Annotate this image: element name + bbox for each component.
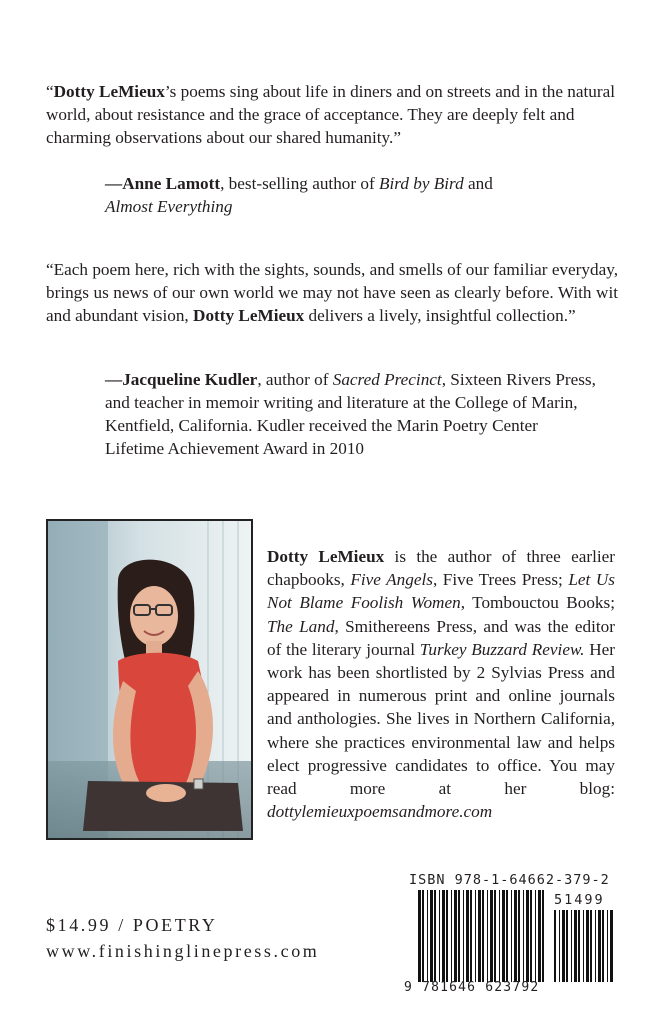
open-quote: “ [46,82,54,101]
barcode-bar [586,910,589,982]
barcode-bar [458,890,460,982]
barcode-bar [583,910,584,982]
barcode-bar [598,910,601,982]
barcode-bar [542,890,544,982]
barcode-bar [590,910,592,982]
quote-text: delivers a lively, insightful collection.” [304,306,576,325]
barcode-bar [602,910,604,982]
barcode-bar [514,890,517,982]
barcode-bar [523,890,524,982]
barcode-bar [439,890,440,982]
barcode-bar [518,890,520,982]
bio-text: , Five Trees Press; [432,570,569,590]
barcode-bar [478,890,481,982]
author-name: Dotty LeMieux [53,82,165,101]
barcode-bar [487,890,488,982]
em-dash: — [105,370,123,389]
barcode-bar [475,890,476,982]
barcode-bar [430,890,433,982]
book-title: Five Angels [350,570,433,590]
barcode-bar [554,910,556,982]
book-title: Let Us Not Blame Foolish Women [267,570,615,613]
book-title: Almost Everything [105,197,233,216]
isbn-label: ISBN 978-1-64662-379-2 [409,872,610,888]
attribution-text: , Sixteen Rivers Press, and teacher in memoir writing and literature at the College of Marin, Kentfield, California. Kudler received the Marin Poetry Center Lifetime Achievement Award in 2010 [105,370,596,458]
barcode-number: 9 781646 623792 [404,980,540,995]
price-category: $14.99 / POETRY [46,915,218,935]
barcode-bar [490,890,493,982]
barcode-bar [574,910,577,982]
barcode-bar [470,890,472,982]
barcode-bar [610,910,613,982]
barcode-bar [566,910,568,982]
author-name: Dotty LeMieux [267,547,385,566]
publisher-website[interactable]: www.finishinglinepress.com [46,941,320,961]
quote-jacqueline-kudler [46,258,618,327]
attribution-text: and [463,174,493,193]
author-photo [46,519,253,840]
price-addon-number: 51499 [554,892,605,908]
book-title: Bird by Bird [379,174,464,193]
barcode-bar [418,890,421,982]
author-portrait-illustration [48,521,251,838]
book-title: Sacred Precinct [332,370,442,389]
barcode-bar [463,890,464,982]
isbn-barcode [404,872,620,997]
barcode-bar [494,890,496,982]
barcode-bar [506,890,508,982]
barcode-bar [607,910,608,982]
barcode-bar [559,910,560,982]
quote-anne-lamott [46,80,618,149]
barcode-bar [578,910,580,982]
barcode-bar [571,910,572,982]
barcode-bar [595,910,596,982]
attribution-text: , best-selling author of [220,174,380,193]
barcode-bar [427,890,428,982]
bio-text: Her work has been shortlisted by 2 Sylvias Press and appeared in numerous print and online journals and anthologies. She lives in Northern California, where she practices environmental law and helps elect progressive candidates to office. You may read more at her blog: [267,639,615,799]
barcode-bar [454,890,457,982]
blog-url: dottylemieuxpoemsandmore.com [267,802,493,822]
book-title: The Land [267,616,335,636]
journal-title: Turkey Buzzard Review. [419,639,585,659]
ean-barcode-bars [418,890,546,982]
barcode-bar [422,890,424,982]
author-name: Dotty LeMieux [193,306,305,325]
barcode-bar [446,890,448,982]
quote-text: ’s poems sing about life in diners and on streets and in the natural world, about resistance and the grace of acceptance. They are deeply felt and charming observations about our shared humanity.” [46,82,615,147]
barcode-bar [482,890,484,982]
em-dash: — [105,174,123,193]
endorser-name: Anne Lamott [122,174,221,193]
barcode-bar [511,890,512,982]
addon-barcode-bars [554,910,616,982]
barcode-bar [442,890,445,982]
attribution-anne-lamott [105,172,535,218]
endorser-name: Jacqueline Kudler [122,370,258,389]
barcode-bar [535,890,536,982]
barcode-bar [526,890,529,982]
bio-text: is the author of three earlier chapbooks, [267,547,616,590]
barcode-bar [499,890,500,982]
barcode-bar [538,890,541,982]
bio-text: , Tombouctou Books; [460,593,615,613]
barcode-bar [502,890,505,982]
quote-text: “Each poem here, rich with the sights, sounds, and smells of our familiar everyday, brings us news of our own world we may not have seen as clearly before. With wit and abundant vision, [46,260,618,325]
author-bio [267,545,615,823]
barcode-bar [530,890,532,982]
barcode-bar [562,910,565,982]
barcode-bar [466,890,469,982]
bio-text: , Smithereens Press, and was the editor of the literary journal [267,616,615,659]
attribution-jacqueline-kudler [105,368,600,460]
barcode-bar [434,890,436,982]
barcode-bar [451,890,452,982]
attribution-text: , author of [257,370,333,389]
